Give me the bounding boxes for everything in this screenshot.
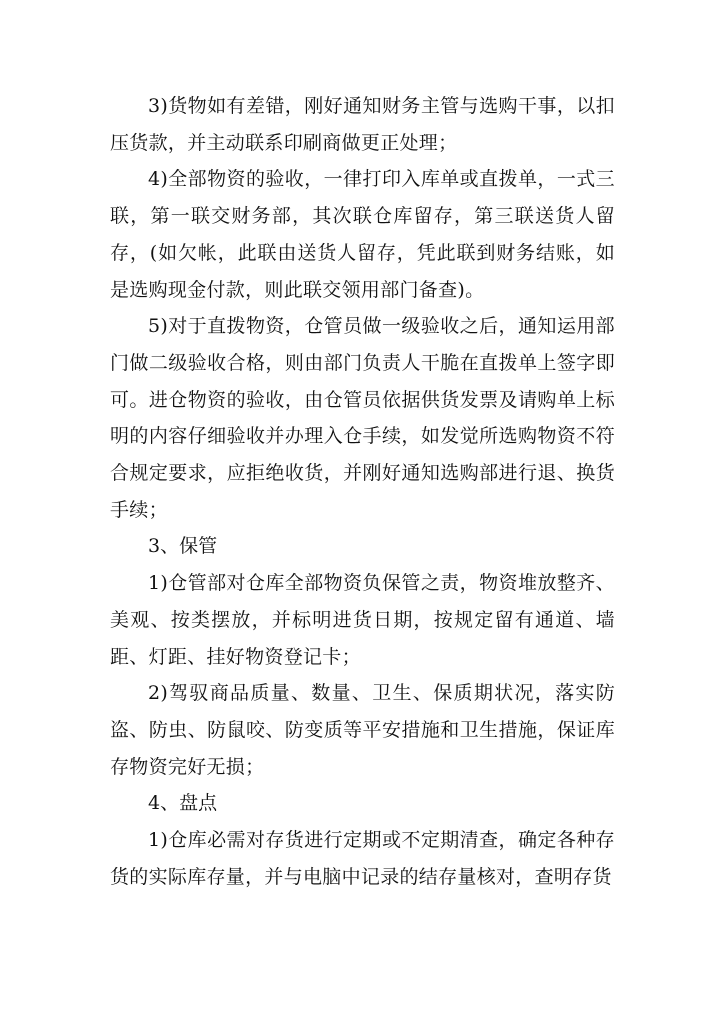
- paragraph-storage-item-2: 2)驾驭商品质量、数量、卫生、保质期状况，落实防盗、防虫、防鼠咬、防变质等平安措施和卫生措施，保证库存物资完好无损；: [110, 682, 615, 778]
- paragraph-inventory-item-1: 1)仓库必需对存货进行定期或不定期清查，确定各种存货的实际库存量，并与电脑中记录的结存量核对，查明存货: [110, 829, 615, 888]
- paragraph-item-5-direct-allocation: 5)对于直拨物资，仓管员做一级验收之后，通知运用部门做二级验收合格，则由部门负责人干脆在直拨单上签字即可。进仓物资的验收，由仓管员依据供货发票及请购单上标明的内容仔细验收并办理入仓手续，如发觉所选购物资不符合规定要求，应拒绝收货，并刚好通知选购部进行退、换货手续；: [110, 315, 615, 521]
- paragraph-storage-item-1: 1)仓管部对仓库全部物资负保管之责，物资堆放整齐、美观、按类摆放，并标明进货日期，按规定留有通道、墙距、灯距、挂好物资登记卡；: [110, 572, 615, 668]
- document-page: [110, 88, 615, 895]
- paragraph-item-4-acceptance-forms: 4)全部物资的验收，一律打印入库单或直拨单，一式三联，第一联交财务部，其次联仓库留存，第三联送货人留存，(如欠帐，此联由送货人留存，凭此联到财务结账，如是选购现金付款，则此联交领用部门备查)。: [110, 168, 615, 301]
- paragraph-item-3-discrepancy: 3)货物如有差错，刚好通知财务主管与选购干事，以扣压货款，并主动联系印刷商做更正处理；: [110, 95, 615, 154]
- section-heading-storage: 3、保管: [148, 535, 218, 558]
- section-heading-inventory: 4、盘点: [148, 792, 218, 815]
